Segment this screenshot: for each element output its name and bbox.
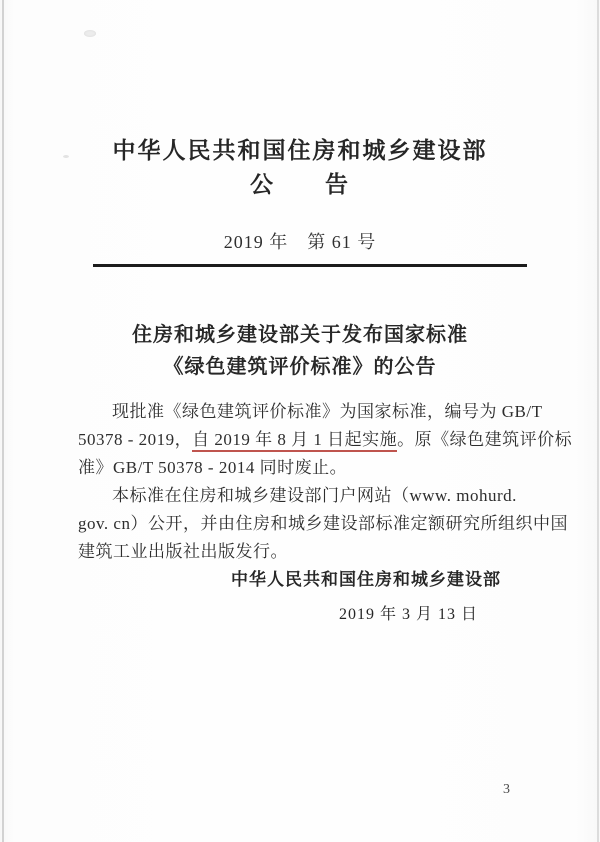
signature-organization: 中华人民共和国住房和城乡建设部 <box>231 570 501 590</box>
page-number: 3 <box>503 782 510 797</box>
body-para1-line2 <box>78 426 573 454</box>
announcement-heading: 公 告 <box>250 172 350 198</box>
scan-edge-left <box>2 0 4 842</box>
subtitle-line1: 住房和城乡建设部关于发布国家标准 <box>132 322 468 346</box>
body-para2-line3: 建筑工业出版社出版发行。 <box>78 542 288 561</box>
scan-edge-right <box>597 0 599 842</box>
ministry-title: 中华人民共和国住房和城乡建设部 <box>112 138 488 164</box>
body-para1-line1: 现批准《绿色建筑评价标准》为国家标准，编号为 GB/T <box>112 402 543 421</box>
body-para2-line2: gov. cn）公开，并由住房和城乡建设部标准定额研究所组织中国 <box>78 514 568 533</box>
signature-block <box>0 565 525 624</box>
body-para1-line3: 准》GB/T 50378 - 2014 同时废止。 <box>78 458 348 477</box>
body-para1-line2-post: 。原《绿色建筑评价标 <box>397 430 573 449</box>
subtitle-line2: 《绿色建筑评价标准》的公告 <box>163 354 437 378</box>
body-para1-line2-pre: 50378 - 2019， <box>78 430 193 449</box>
announcement-subtitle <box>0 318 600 382</box>
effective-date-underline: 自 2019 年 8 月 1 日起实施 <box>192 430 397 452</box>
announcement-body <box>78 398 573 566</box>
scan-smudge <box>84 30 96 37</box>
header-divider-rule <box>93 264 527 267</box>
issue-number-line: 2019 年 第 61 号 <box>223 232 377 252</box>
signature-date: 2019 年 3 月 13 日 <box>338 606 478 623</box>
body-para2-line1: 本标准在住房和城乡建设部门户网站（www. mohurd. <box>112 486 517 505</box>
